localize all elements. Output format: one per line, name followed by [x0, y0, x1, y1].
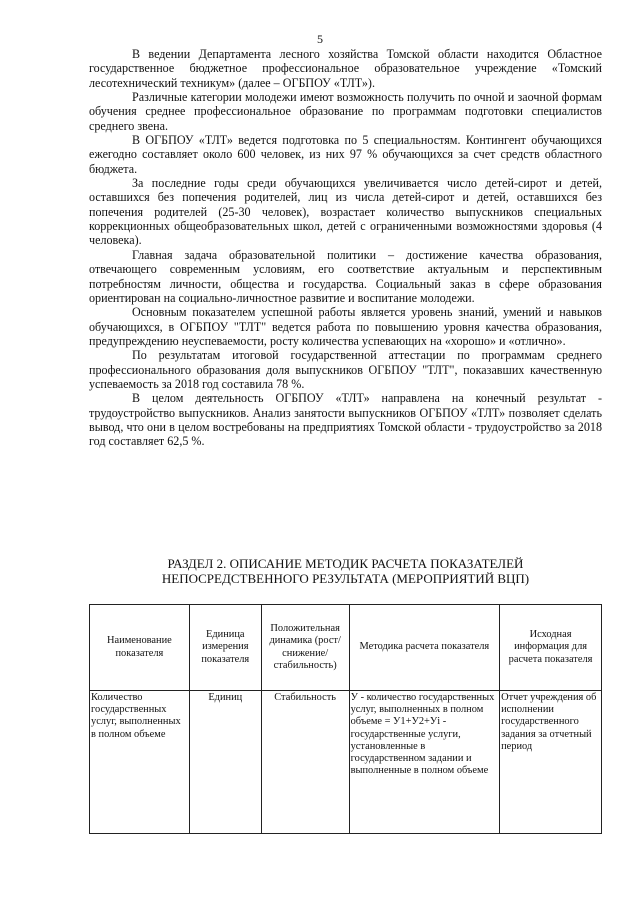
header-source: Исходная информация для расчета показателя: [500, 605, 602, 691]
method-table: [89, 604, 602, 834]
cell-indicator-name: Количество государственных услуг, выполненных в полном объеме: [90, 691, 190, 834]
header-method: Методика расчета показателя: [349, 605, 500, 691]
page-number: 5: [317, 32, 323, 46]
paragraph-7: По результатам итоговой государственной аттестации по программам среднего профессионального образования доля выпускников ОГБПОУ "ТЛТ", показавших качественную успеваемость за 2018 год составила 78 %.: [89, 348, 602, 391]
cell-dynamics: Стабильность: [261, 691, 349, 834]
paragraph-6: Основным показателем успешной работы является уровень знаний, умений и навыков обучающихся, в ОГБПОУ "ТЛТ" ведется работа по повышению уровня качества образования, предупреждению неуспеваемости, росту количества успевающих на «хорошо» и «отлично».: [89, 305, 602, 348]
table-row: [90, 691, 602, 834]
section-title-line-2: НЕПОСРЕДСТВЕННОГО РЕЗУЛЬТАТА (МЕРОПРИЯТИЙ ВЦП): [161, 571, 530, 586]
cell-method: У - количество государственных услуг, выполненных в полном объеме = У1+У2+Уi - государственные услуги, установленные в государственном задании и выполненные в полном объеме: [349, 691, 500, 834]
paragraph-4: За последние годы среди обучающихся увеличивается число детей-сирот и детей, оставшихся без попечения родителей, лиц из числа детей-сирот и детей, оставшихся без попечения родителей (25-30 человек), возрастает количество выпускников специальных коррекционных общеобразовательных школ, детей с ограниченными возможностями здоровья (4 человека).: [89, 176, 602, 248]
paragraph-8: В целом деятельность ОГБПОУ «ТЛТ» направлена на конечный результат - трудоустройство выпускников. Анализ занятости выпускников ОГБПОУ «ТЛТ» позволяет сделать вывод, что они в целом востребованы на предприятиях Томской области - трудоустройство за 2018 год составляет 62,5 %.: [89, 391, 602, 449]
section-title-line-1: РАЗДЕЛ 2. ОПИСАНИЕ МЕТОДИК РАСЧЕТА ПОКАЗАТЕЛЕЙ: [167, 556, 524, 571]
section-title: [89, 556, 602, 586]
paragraph-2: Различные категории молодежи имеют возможность получить по очной и заочной формам обучения среднее профессиональное образование по программам подготовки специалистов среднего звена.: [89, 90, 602, 133]
cell-unit: Единиц: [189, 691, 261, 834]
cell-source: Отчет учреждения об исполнении государственного задания за отчетный период: [500, 691, 602, 834]
header-indicator-name: Наименование показателя: [90, 605, 190, 691]
paragraph-5: Главная задача образовательной политики – достижение качества образования, отвечающего современным условиям, его соответствие актуальным и перспективным потребностям личности, общества и государства. Социальный заказ в сфере образования ориентирован на социально-личностное развитие и воспитание молодежи.: [89, 247, 602, 305]
paragraph-1: В ведении Департамента лесного хозяйства Томской области находится Областное государственное бюджетное профессиональное образовательное учреждение «Томский лесотехнический техникум» (далее – ОГБПОУ «ТЛТ»).: [89, 47, 602, 90]
table-header-row: [90, 605, 602, 691]
header-unit: Единица измерения показателя: [189, 605, 261, 691]
body-text: [89, 47, 602, 449]
header-dynamics: Положительная динамика (рост/снижение/ стабильность): [261, 605, 349, 691]
paragraph-3: В ОГБПОУ «ТЛТ» ведется подготовка по 5 специальностям. Контингент обучающихся ежегодно составляет около 600 человек, из них 97 % обучающихся за счет средств областного бюджета.: [89, 133, 602, 176]
